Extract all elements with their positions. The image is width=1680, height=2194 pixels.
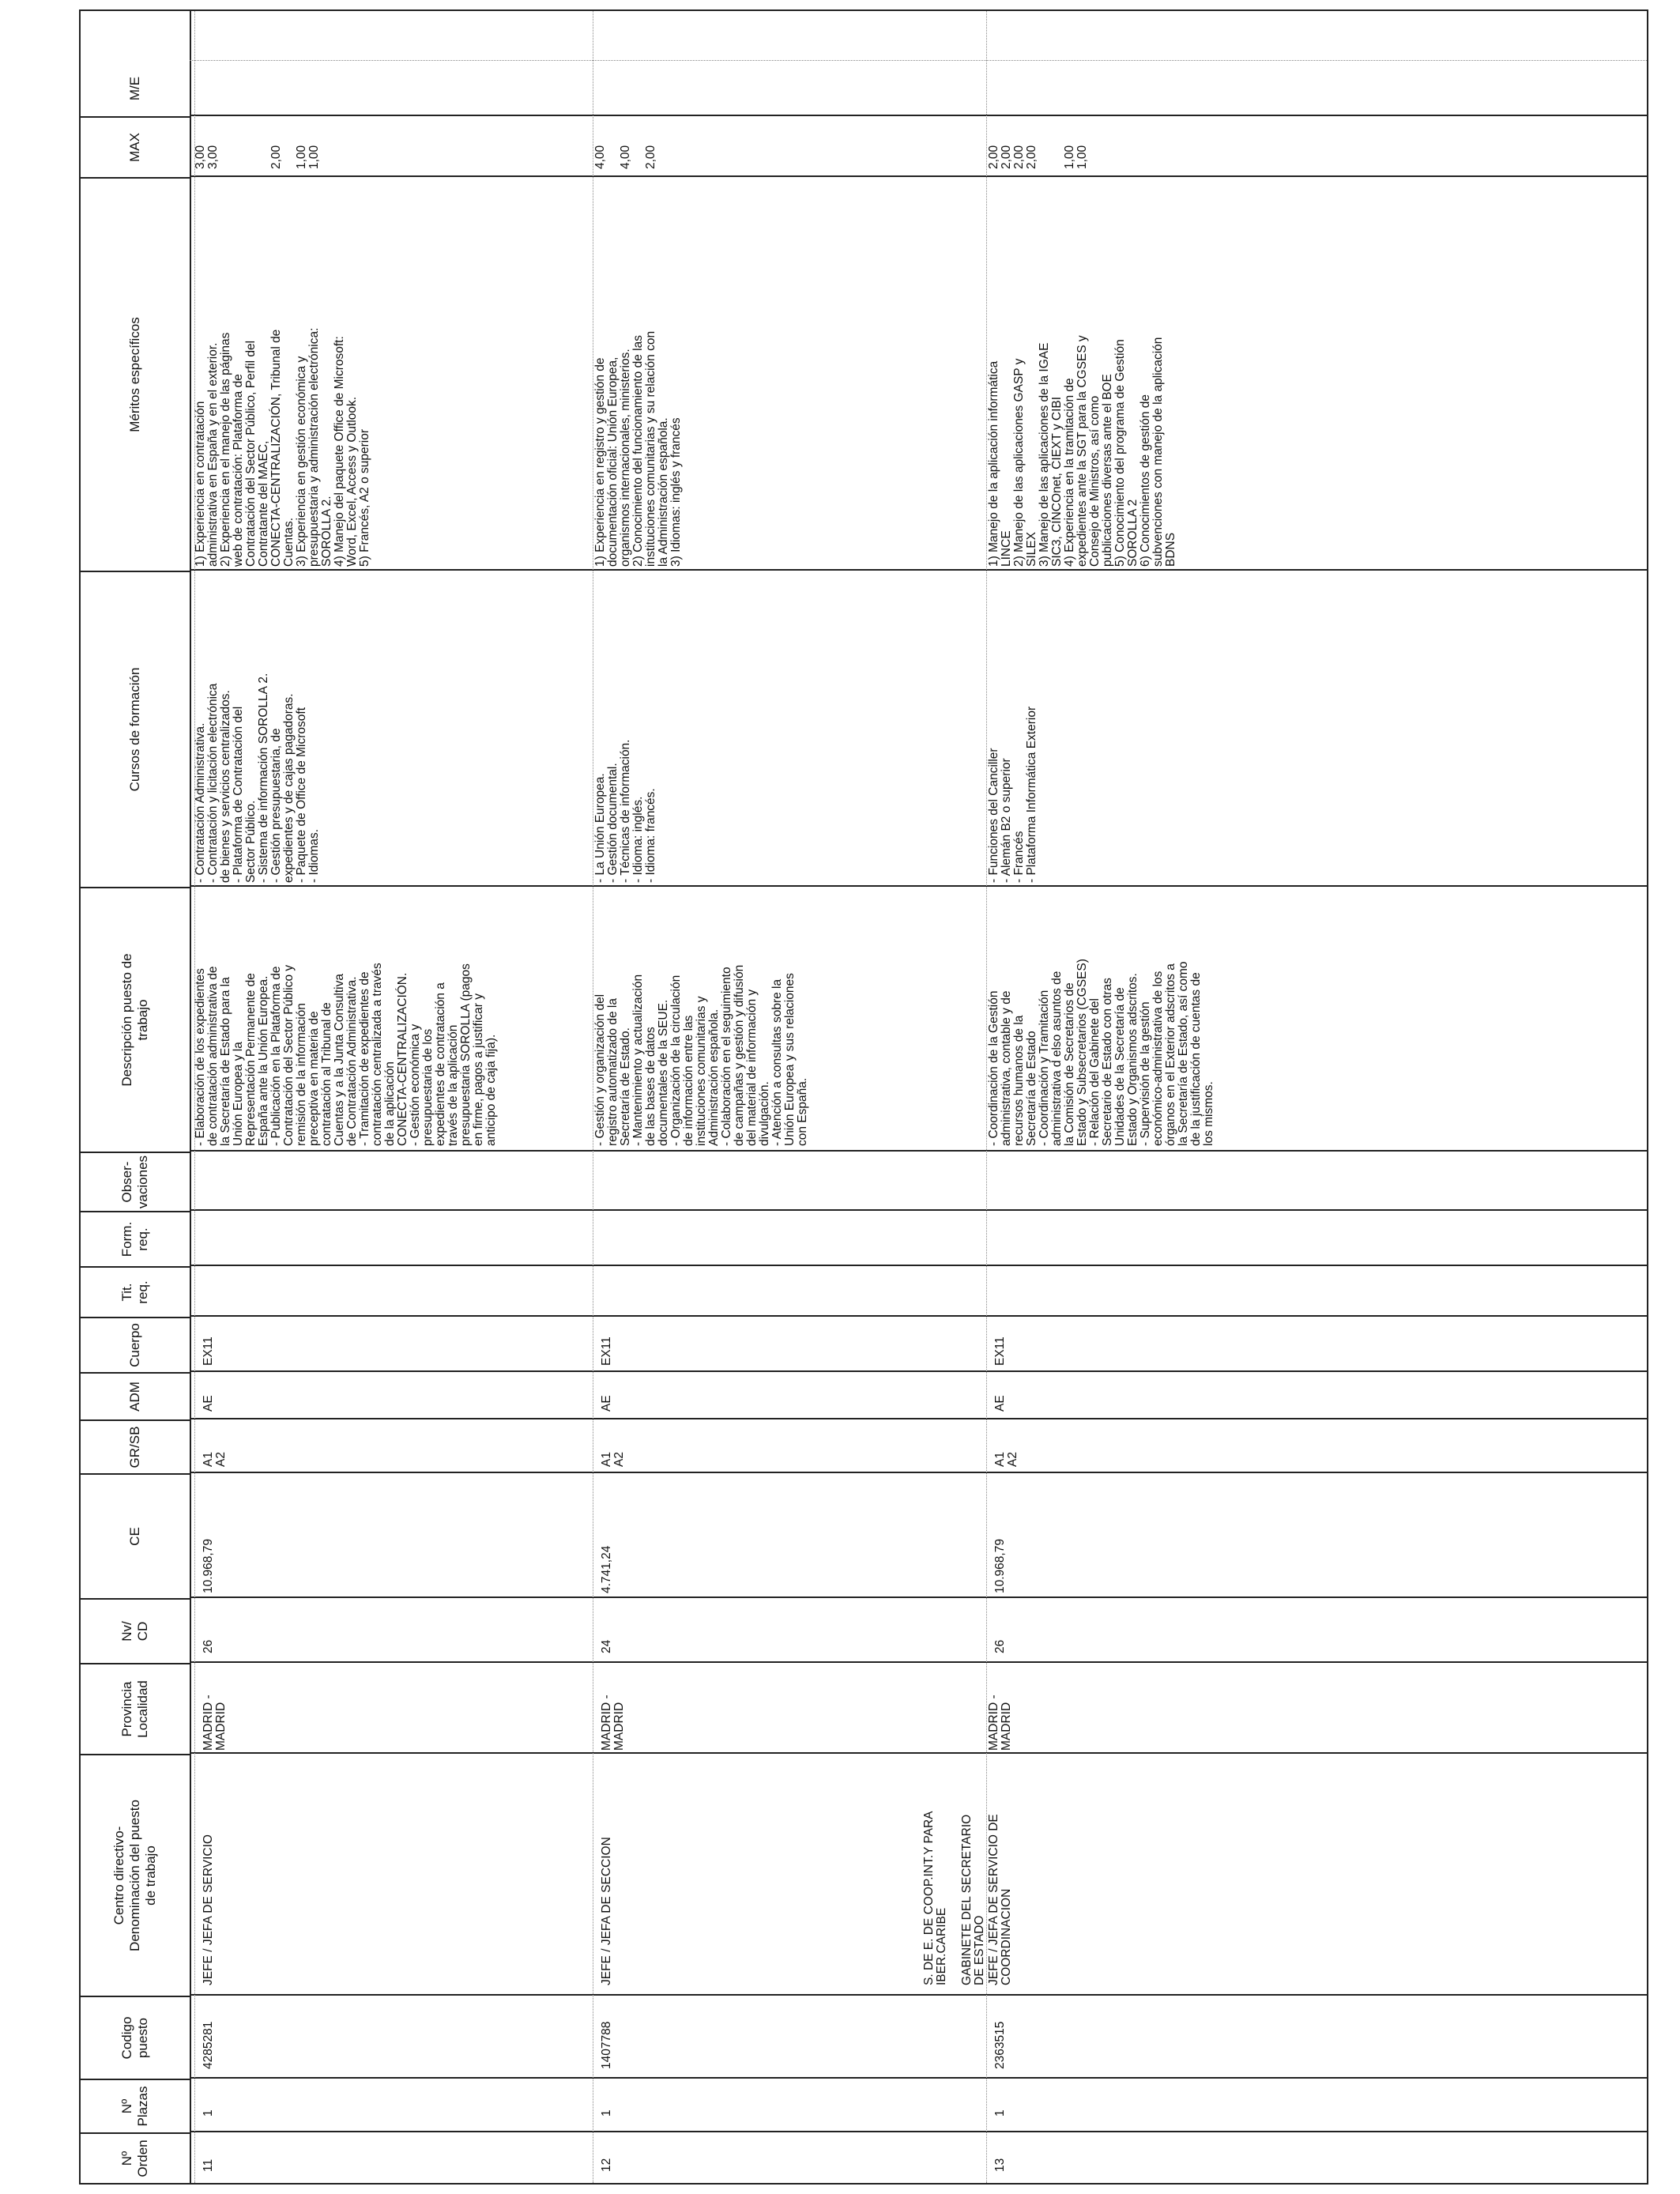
row-ce: 10.968,79 — [993, 1539, 1007, 1593]
header-max: MAX — [81, 116, 190, 177]
header-form: Form. req. — [81, 1211, 190, 1266]
row-codigo: 1407788 — [600, 2021, 613, 2069]
top-strip — [9, 9, 79, 2185]
row-centro: JEFE / JEFA DE SERVICIO — [202, 1834, 215, 1985]
row-descripcion: - Gestión y organización del registro automatizado de la Secretaría de Estado. - Mantenimiento y actualización de las bases de datos documentales de la SEUE. - Organización de la circulación de información entre las instituciones comunitarias y Administración española. - Colaboración en el seguimiento de campañas y gestión y difusión del material de información y divulgación. - Atención a consultas sobre la Unión Europea y sus relaciones con España. — [593, 964, 809, 1146]
row-nivel: 26 — [993, 1639, 1007, 1653]
row-centro: JEFE / JEFA DE SERVICIO DE COORDINACION — [987, 1814, 1013, 1985]
row-meritos: 1) Experiencia en contratación administrativa en España y en el exterior. 2) Experiencia en el manejo de las páginas web de contratación: Plataforma de Contratación del Sector Público, Perfil del Contratante del MAEC, CONECTA-CENTRALIZACIÓN, Tribunal de Cuentas. 3) Experiencia en gestión económica y presupuestaria y administración electrónica: SOROLLA 2. 4) Manejo del paquete Office de Microsoft: Word, Excel, Access y Outlook. 5) Francés, A2 o superior — [194, 327, 371, 567]
header-plazas: Nº Plazas — [81, 2079, 190, 2132]
positions-table — [79, 9, 1648, 2185]
row-codigo: 4285281 — [202, 2021, 215, 2069]
row-meritos: 1) Experiencia en registro y gestión de documentación oficial: Unión Europea, organismos internacionales, ministerios. 2) Conocimiento del funcionamiento de las instituciones comunitarias y su relación con la Administración española. 3) Idiomas: inglés y francés — [593, 330, 683, 567]
header-ce: CE — [81, 1473, 190, 1598]
row-cursos: - Funciones del Canciller - Alemán B2 o superior - Francés - Plataforma Informática Exterior — [987, 706, 1038, 883]
row-nivel: 26 — [202, 1639, 215, 1653]
row-descripcion: - Elaboración de los expedientes de contratación administrativa de la Secretaría de Estado para la Unión Europea y la Representación Permanente de España ante la Unión Europea. - Publicación en la Plataforma de Contratación del Sector Público y remisión de la información preceptiva en materia de contratación al Tribunal de Cuentas y a la Junta Consultiva de Contratación Administrativa. - Tramitación de expedientes de contratación centralizada a través de la aplicación CONECTA-CENTRALIZACIÓN. - Gestión económica y presupuestaria de los expedientes de contratación a través de la aplicación presupuestaria SOROLLA (pagos en firme, pagos a justificar y anticipo de caja fija). — [194, 963, 498, 1146]
row-plazas: 1 — [600, 2109, 613, 2117]
row-nivel: 24 — [600, 1639, 613, 1653]
row-orden: 11 — [202, 2158, 215, 2172]
row-adm: AE — [600, 1395, 613, 1412]
row-max: 3,00 3,00 2,00 1,00 1,00 — [194, 145, 321, 169]
row-grupo: A1 A2 — [993, 1452, 1019, 1467]
header-cuerpo: Cuerpo — [81, 1317, 190, 1372]
row-centro: JEFE / JEFA DE SECCION — [600, 1837, 613, 1985]
table-header — [81, 11, 191, 2183]
row-provincia: MADRID - MADRID — [202, 1695, 228, 1751]
row-orden: 12 — [600, 2158, 613, 2172]
header-orden: Nº Orden — [81, 2132, 190, 2183]
header-tit: Tit. req. — [81, 1266, 190, 1317]
row-adm: AE — [202, 1395, 215, 1412]
header-me: M/E — [127, 76, 142, 101]
row-provincia: MADRID - MADRID — [987, 1695, 1013, 1751]
row-max: 4,00 4,00 2,00 — [593, 145, 657, 169]
row-adm: AE — [993, 1395, 1007, 1412]
row-plazas: 1 — [202, 2109, 215, 2117]
row-cuerpo: EX11 — [202, 1336, 215, 1366]
row-cursos: - La Unión Europea. - Gestión documental. - Técnicas de información. - Idioma: inglés. - Idioma: francés. — [593, 739, 657, 883]
table-body — [190, 11, 1647, 2183]
header-adm: ADM — [81, 1372, 190, 1419]
header-provincia: Provincia Localidad — [81, 1663, 190, 1754]
row-orden: 13 — [993, 2158, 1007, 2172]
row-cuerpo: EX11 — [600, 1336, 613, 1366]
header-nivel: Nv/ CD — [81, 1598, 190, 1663]
row-plazas: 1 — [993, 2109, 1007, 2117]
row-cursos: - Contratación Administrativa. - Contratación y licitación electrónica de bienes y servicios centralizados. - Plataforma de Contratación del Sector Público. - Sistema de información SOROLLA 2. - Gestión presupuestaria, de expedientes y de cajas pagadoras. - Paquete de Office de Microsoft - Idiomas. — [194, 673, 321, 883]
header-cursos: Cursos de formación — [81, 571, 190, 887]
header-descripcion: Descripción puesto de trabajo — [81, 887, 190, 1152]
header-centro: Centro directivo- Denominación del puesto de trabajo — [81, 1754, 190, 1996]
header-codigo: Codigo puesto — [81, 1996, 190, 2079]
header-observaciones: Obser- vaciones — [81, 1152, 190, 1211]
row-descripcion: - Coordinación de la Gestión administrativa, contable y de recursos humanos de la Secretaría de Estado - Coordinación y Tramitación administrativa d elso asuntos de la Comisión de Secretarios de Estado y Subsecretarios (CGSES) - Relación del Gabinete del Secretario de Estado con otras Unidades de la Secretaría de Estado y Organismos adscritos. - Supervisión de la gestión económico-administrativa de los órganos en el Exterior adscritos a la Secretaría de Estado, así como de la justificación de cuentas de los mismos. — [987, 959, 1215, 1146]
row-meritos: 1) Manejo de la aplicación informática LINCE 2) Manejo de las aplicaciones GASP y SILEX 3) Manejo de las aplicaciones de la IGAE SIC3, CINCOnet, CIEXT y CIBI 4) Experiencia en la tramitación de expedientes ante la SGT para la CGSES y Consejo de Ministros, así como publicaciones diversas ante el BOE 5) Conocimiento del programa de Gestión SOROLLA 2 6) Conocimientos de gestión de subvenciones con manejo de la aplicación BDNS — [987, 335, 1177, 567]
header-grupo: GR/SB — [81, 1419, 190, 1473]
row-max: 2,00 2,00 2,00 2,00 1,00 1,00 — [987, 145, 1089, 169]
row-cuerpo: EX11 — [993, 1336, 1007, 1366]
row-codigo: 2363515 — [993, 2021, 1007, 2069]
row-ce: 4.741,24 — [600, 1545, 613, 1593]
row-provincia: MADRID - MADRID — [600, 1695, 626, 1751]
header-meritos: Méritos específicos — [81, 177, 190, 571]
section-heading: S. DE E. DE COOP.INT.Y PARA IBER.CARIBE GABINETE DEL SECRETARIO DE ESTADO — [922, 1811, 986, 1985]
row-grupo: A1 A2 — [202, 1452, 228, 1467]
row-grupo: A1 A2 — [600, 1452, 626, 1467]
row-ce: 10.968,79 — [202, 1539, 215, 1593]
